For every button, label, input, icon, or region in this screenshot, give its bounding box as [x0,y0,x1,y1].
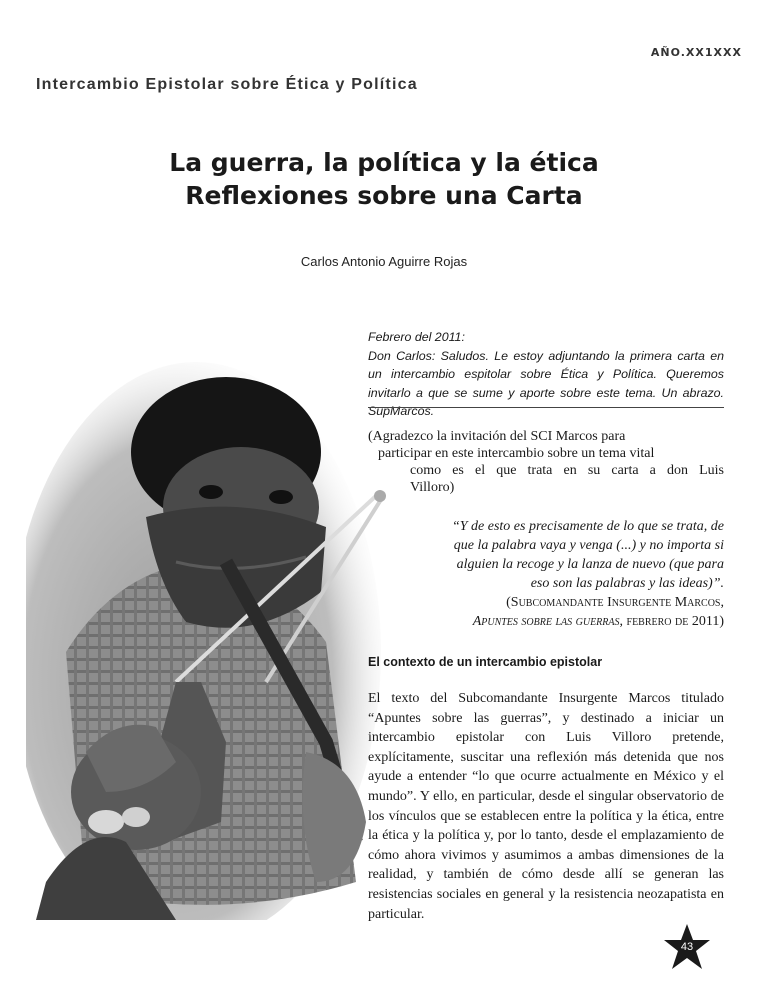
ack-line-1: (Agradezco la invitación del SCI Marcos para [368,429,626,444]
magazine-logo: AÑO.XX1XXX [650,46,742,59]
ack-line-2: participar en este intercambio sobre un tema vital [378,446,655,461]
title-line-1: La guerra, la política y la ética [169,148,599,177]
ack-line-3: como es el que trata en su carta a don Luis [410,463,724,478]
quote-source-date: , febrero de 2011) [619,614,724,629]
quote-line-1: “Y de esto es precisamente de lo que se trata, de [451,519,724,534]
body-paragraph: El texto del Subcomandante Insurgente Marcos titulado “Apuntes sobre las guerras”, y destinado a iniciar un intercambio epistolar con Luis Villoro pretende, explícitamente, suscitar una reflexión más detenida que nos ayude a entender “lo que ocurre actualmente en México y el mundo”. Y ello, en particular, desde el singular observatorio de los vínculos que se establecen entre la política y la ética, entre la ética y la política y, por lo tanto, desde el emplazamiento de cómo ahora vivimos y asumimos a ambas dimensiones de la realidad, y también de cómo desde allí se generan las resistencias sociales en general y la resistencia neozapatista en particular. [368,691,724,922]
page-number: 43 [680,941,694,953]
ack-line-4: Villoro) [410,480,455,495]
letter-divider [368,407,724,408]
quote-source-title: Apuntes sobre las guerras [472,614,620,629]
letter-date: Febrero del 2011: [368,330,465,344]
quote-attribution: (Subcomandante Insurgente Marcos, [506,595,724,610]
quote-line-3: alguien la recoge y la lanza de nuevo (que para [456,557,724,572]
author-name: Carlos Antonio Aguirre Rojas [300,254,468,269]
quote-line-4: eso son las palabras y las ideas)”. [530,576,724,591]
quote-line-2: que la palabra vaya y venga (...) y no importa si [453,538,724,553]
masked-man-with-slingshot-photo [26,322,386,920]
letter-body: Don Carlos: Saludos. Le estoy adjuntando la primera carta en un intercambio espitolar sobre Ética y Política. Queremos invitarlo a que se sume y aporte sobre este tema. Un abrazo. SupMarcos. [368,348,724,418]
article-title [0,146,768,212]
quote-source [368,612,724,631]
epigraph-quote [368,517,724,631]
section-header: Intercambio Epistolar sobre Ética y Política [36,76,418,93]
acknowledgement [368,428,724,496]
title-line-2: Reflexiones sobre una Carta [185,181,583,210]
section-subheading: El contexto de un intercambio epistolar [368,655,603,669]
